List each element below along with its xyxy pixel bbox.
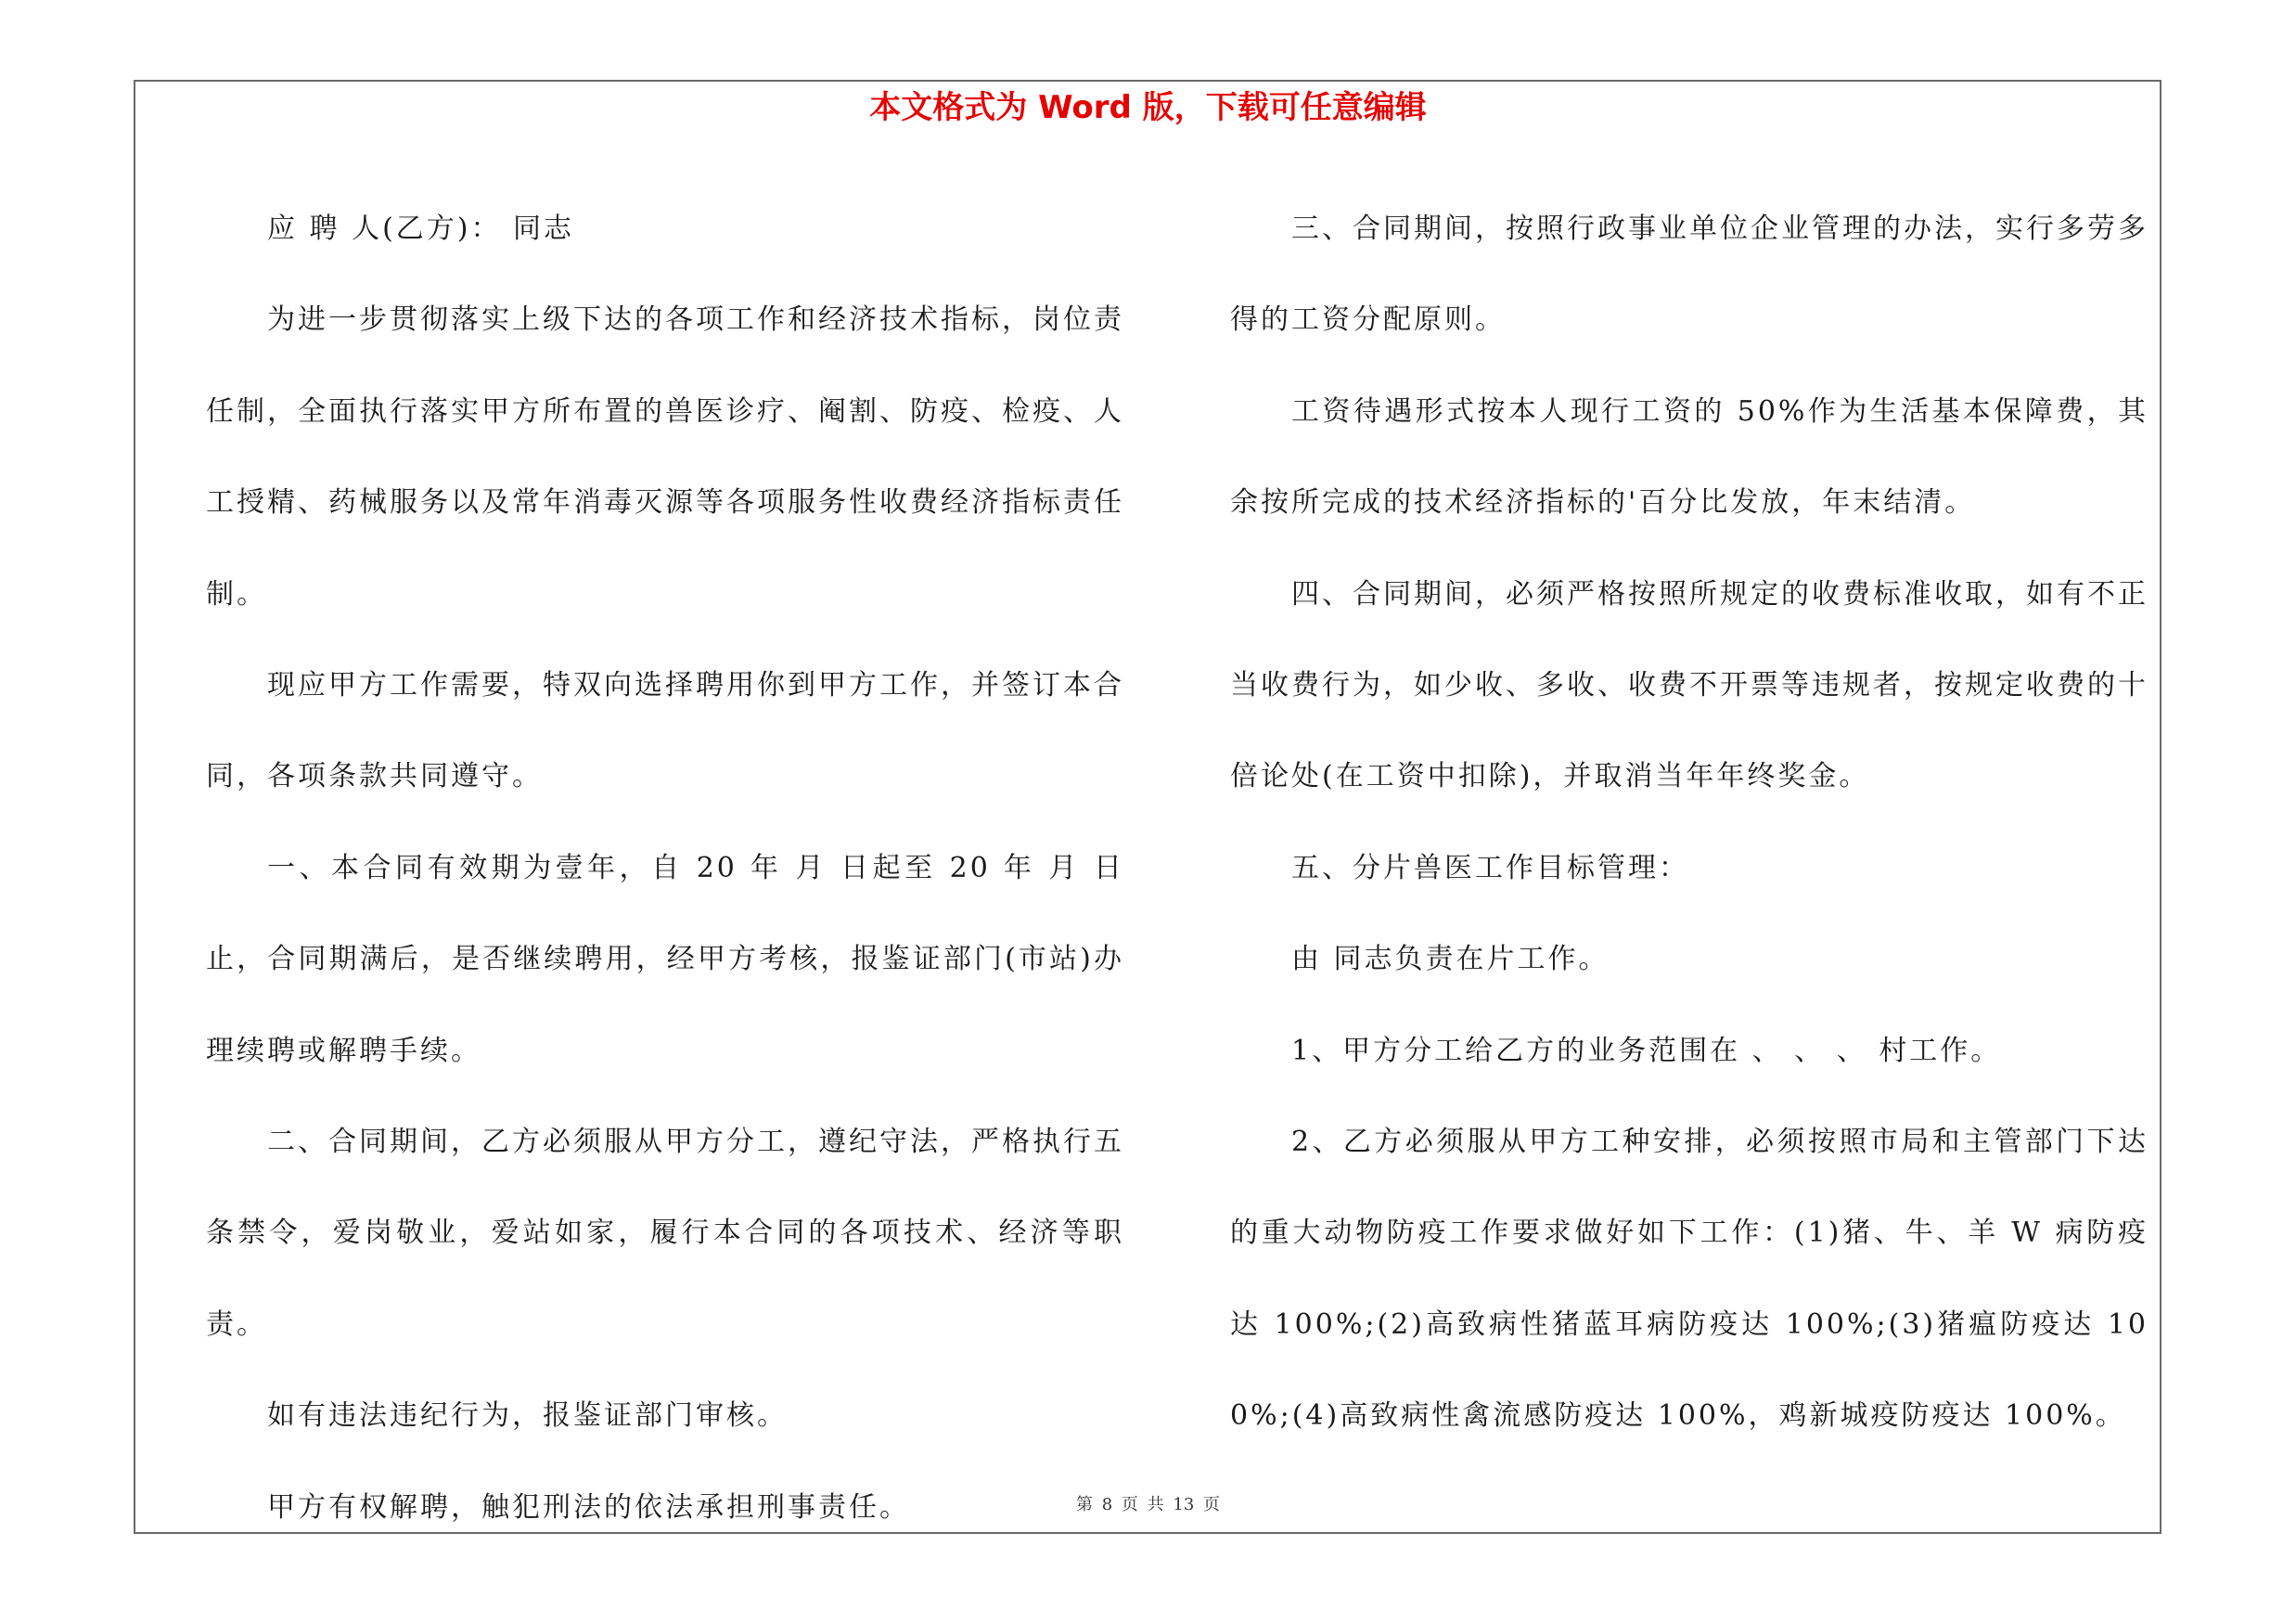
- header-banner: 本文格式为 Word 版，下载可任意编辑: [869, 89, 1427, 126]
- paragraph: 1、甲方分工给乙方的业务范围在 、 、 、 村工作。: [1291, 1034, 2002, 1067]
- paragraph: 为进一步贯彻落实上级下达的各项工作和经济技术指标，岗位责任制，全面执行落实甲方所布置的兽医诊疗、阉割、防疫、检疫、人工授精、药械服务以及常年消毒灭源等各项服务性收费经济指标责任制。: [206, 303, 1124, 611]
- left-column: [206, 184, 1124, 1553]
- paragraph: 如有违法违纪行为，报鉴证部门审核。: [267, 1399, 788, 1433]
- paragraph: 四、合同期间，必须严格按照所规定的收费标准收取，如有不正当收费行为，如少收、多收、收费不开票等违规者，按规定收费的十倍论处(在工资中扣除)，并取消当年年终奖金。: [1230, 577, 2148, 793]
- paragraph: 工资待遇形式按本人现行工资的 50%作为生活基本保障费，其余按所完成的技术经济指标的'百分比发放，年末结清。: [1230, 394, 2148, 520]
- paragraph: 二、合同期间，乙方必须服从甲方分工，遵纪守法，严格执行五条禁令，爱岗敬业，爱站如家，履行本合同的各项技术、经济等职责。: [206, 1126, 1124, 1341]
- paragraph: 由 同志负责在片工作。: [1291, 943, 1610, 976]
- footer-page-word: 页: [1121, 1495, 1138, 1514]
- paragraph: 2、乙方必须服从甲方工种安排，必须按照市局和主管部门下达的重大动物防疫工作要求做好如下工作：(1)猪、牛、羊 W 病防疫达 100%;(2)高致病性猪蓝耳病防疫达 100%;(3)猪瘟防疫达 100%;(4)高致病性禽流感防疫达 100%，鸡新城疫防疫达 100%。: [1230, 1126, 2148, 1433]
- paragraph: 甲方有权解聘，触犯刑法的依法承担刑事责任。: [267, 1490, 910, 1524]
- total-pages-number: 13: [1173, 1495, 1195, 1514]
- right-column: [1230, 184, 2148, 1462]
- paragraph: 一、本合同有效期为壹年，自 20 年 月 日起至 20 年 月 日止，合同期满后，是否继续聘用，经甲方考核，报鉴证部门(市站)办理续聘或解聘手续。: [206, 851, 1124, 1067]
- page-number-footer: [0, 1494, 2296, 1516]
- paragraph: 五、分片兽医工作目标管理：: [1291, 851, 1689, 884]
- current-page-number: 8: [1101, 1495, 1113, 1514]
- paragraph: 应 聘 人(乙方)： 同志: [267, 213, 575, 245]
- footer-suffix: 页: [1203, 1495, 1221, 1514]
- footer-total-word: 共: [1147, 1495, 1164, 1514]
- paragraph: 三、合同期间，按照行政事业单位企业管理的办法，实行多劳多得的工资分配原则。: [1230, 213, 2148, 337]
- footer-prefix: 第: [1075, 1495, 1093, 1514]
- paragraph: 现应甲方工作需要，特双向选择聘用你到甲方工作，并签订本合同，各项条款共同遵守。: [206, 669, 1124, 793]
